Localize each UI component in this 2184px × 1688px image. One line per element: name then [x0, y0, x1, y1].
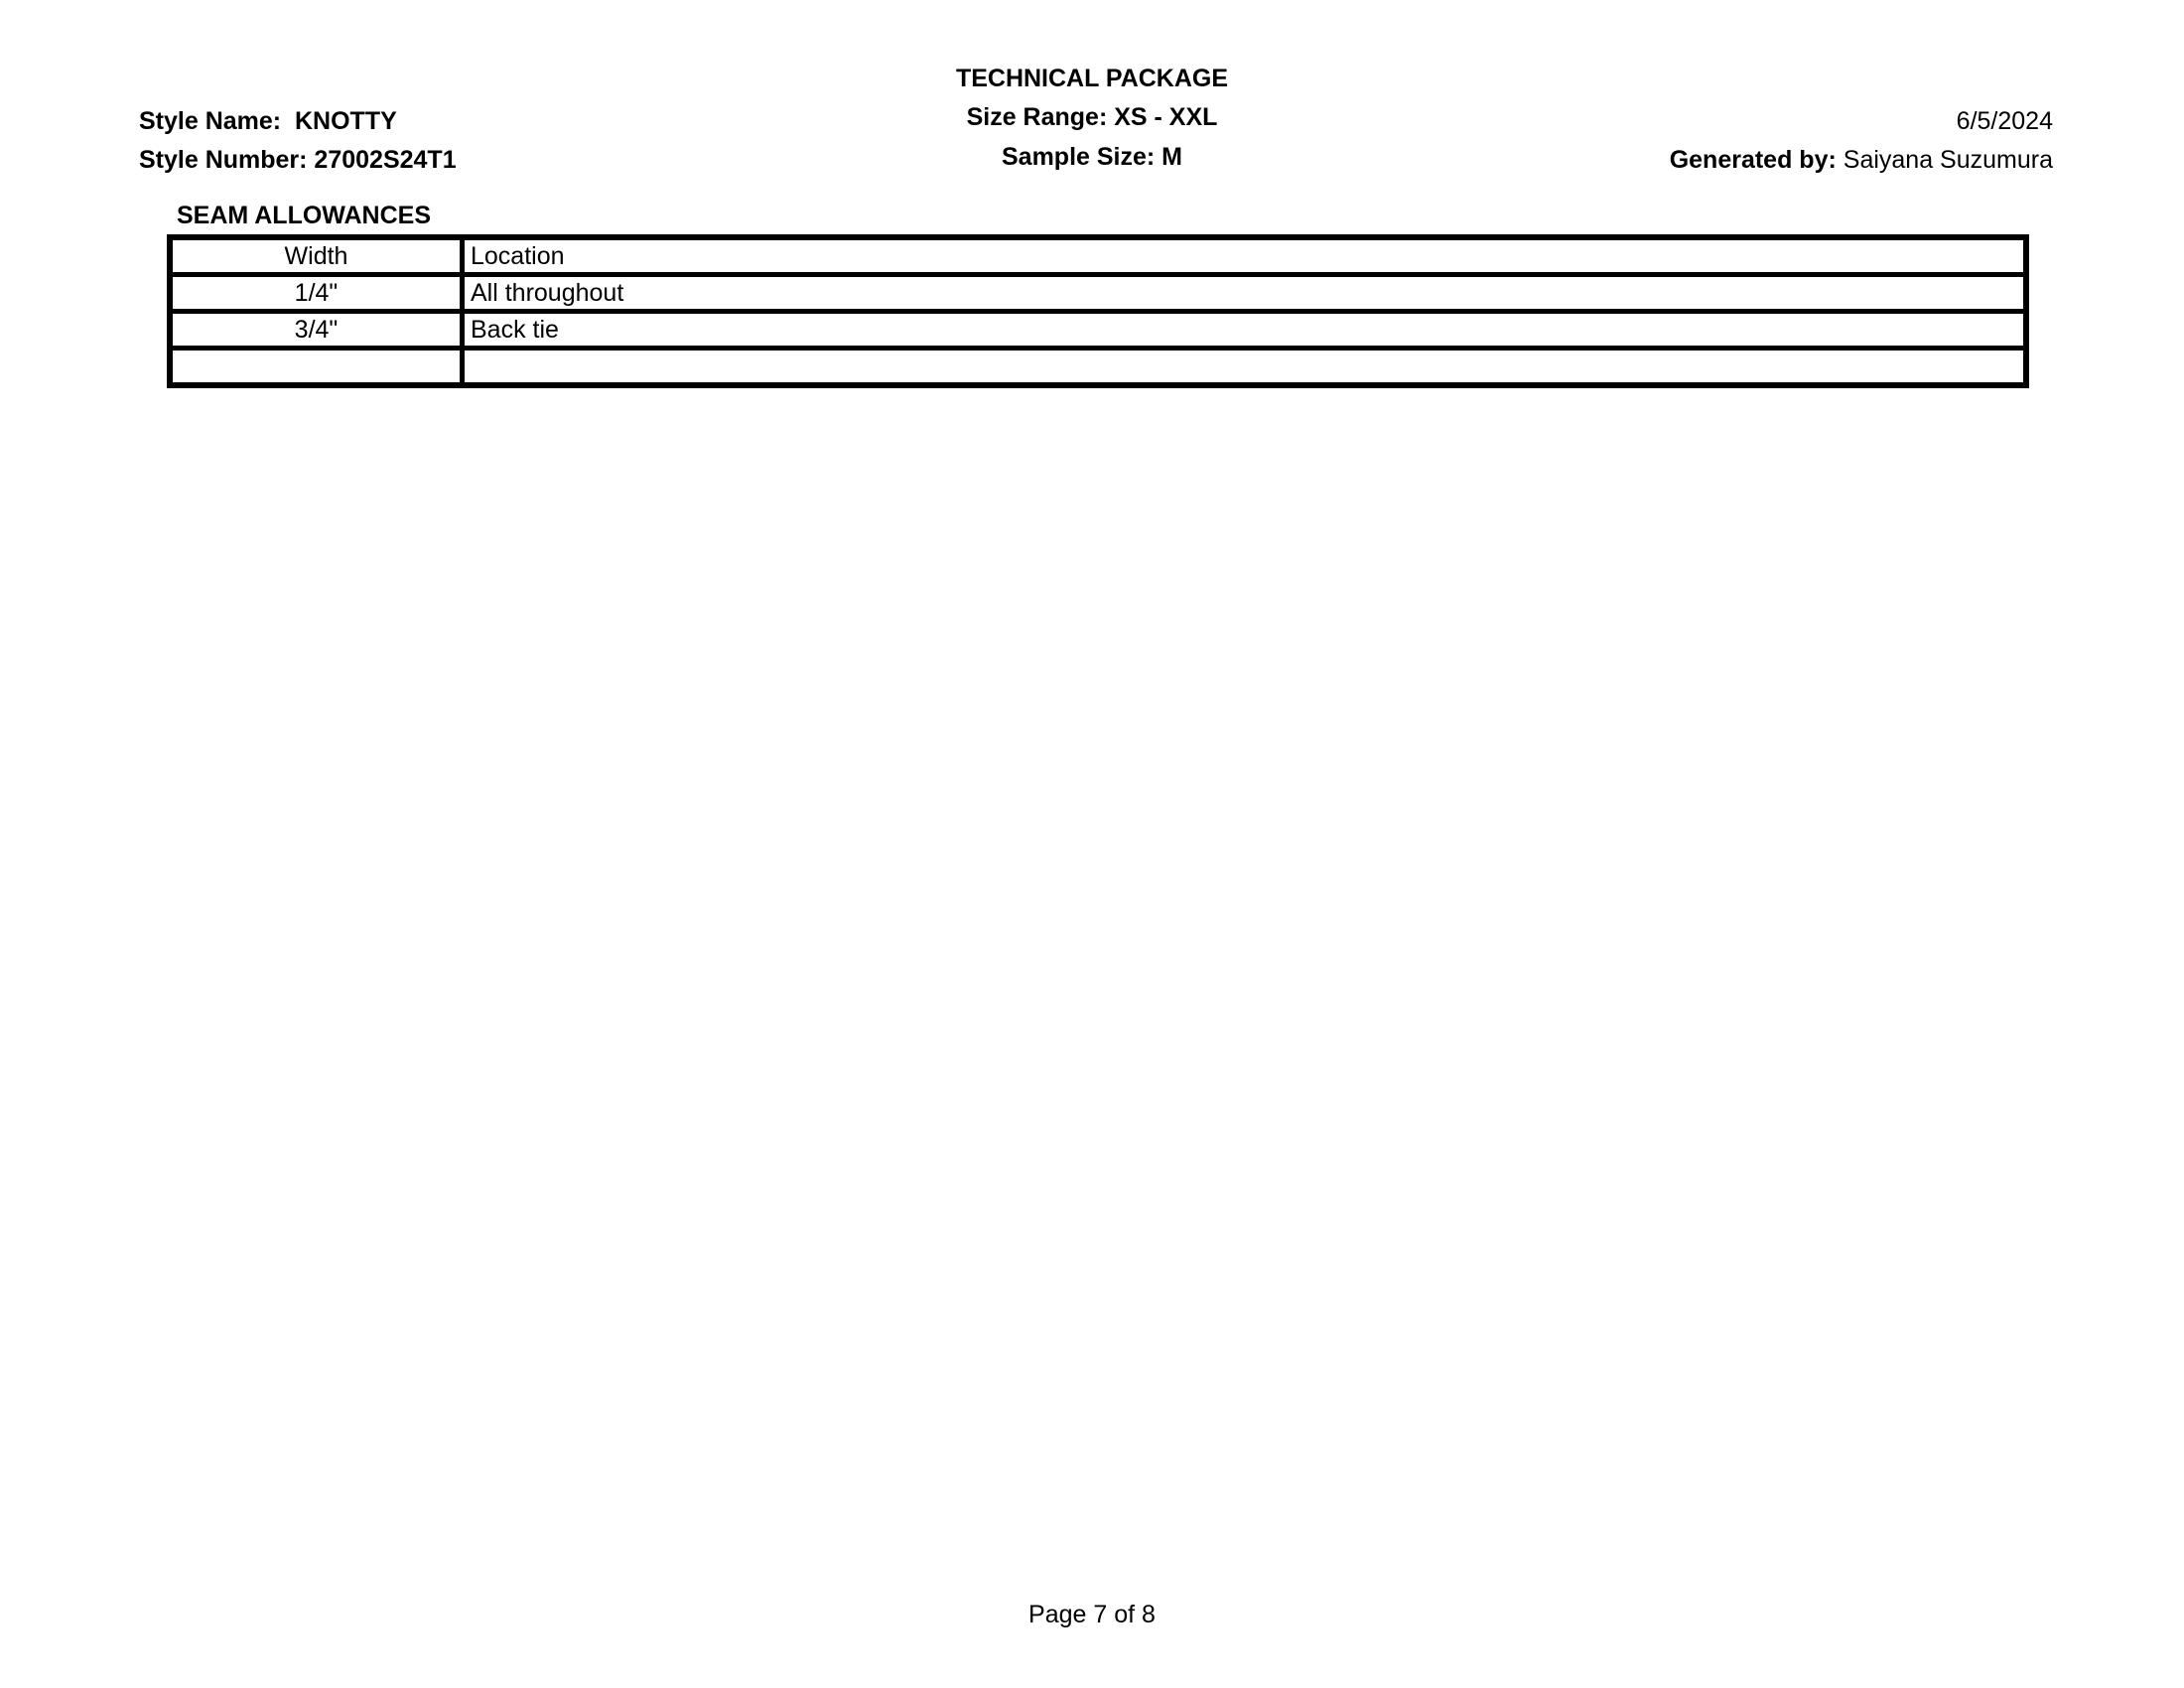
table-row: [170, 349, 2026, 386]
column-header-width: Width: [170, 237, 463, 275]
style-number: Style Number: 27002S24T1: [139, 146, 457, 174]
generated-by-name: Saiyana Suzumura: [1843, 146, 2053, 174]
generated-by-label: Generated by:: [1669, 146, 1837, 174]
width-cell: [170, 349, 463, 386]
seam-allowances-title: SEAM ALLOWANCES: [177, 202, 432, 229]
table-row: [170, 275, 2026, 312]
size-range: Size Range: XS - XXL: [966, 103, 1218, 131]
width-cell: 1/4": [170, 275, 463, 312]
page-number: Page 7 of 8: [1028, 1601, 1156, 1628]
location-cell: [463, 349, 2027, 386]
table-header-row: [170, 237, 2026, 275]
location-cell: All throughout: [463, 275, 2027, 312]
sample-size: Sample Size: M: [1002, 143, 1182, 171]
location-cell: Back tie: [463, 312, 2027, 349]
document-title: TECHNICAL PACKAGE: [955, 65, 1229, 92]
style-name: Style Name: KNOTTY: [139, 107, 397, 135]
column-header-location: Location: [463, 237, 2027, 275]
seam-allowances-table: [167, 234, 2029, 388]
generated-by: [1670, 145, 2053, 175]
width-cell: 3/4": [170, 312, 463, 349]
table-row: [170, 312, 2026, 349]
document-date: 6/5/2024: [1956, 107, 2053, 135]
